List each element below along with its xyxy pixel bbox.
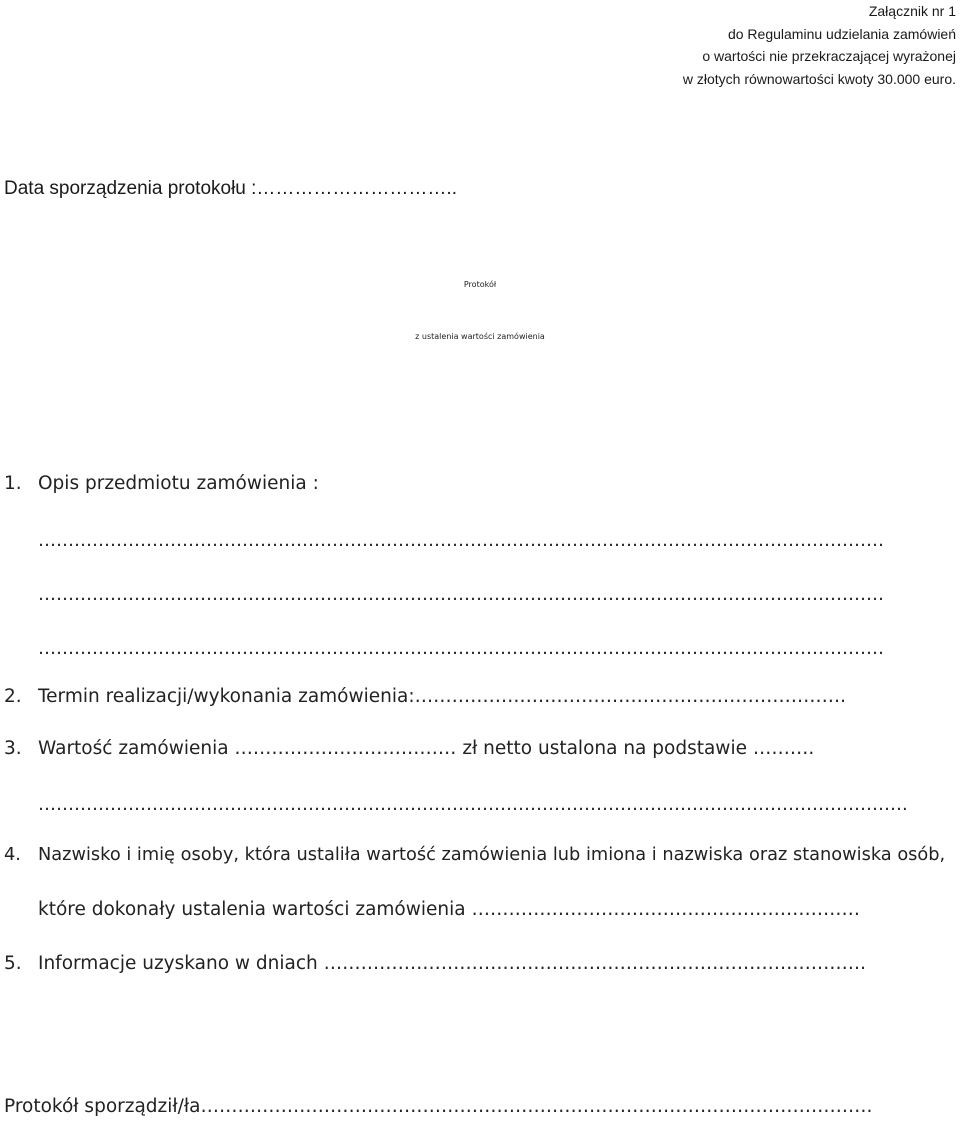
fill-line-1c: …………………………………………………………………………………………………………………………… <box>38 638 884 659</box>
item-label: Termin realizacji/wykonania zamówienia:……………………………………………………………. <box>38 686 846 707</box>
fill-line-1b: …………………………………………………………………………………………………………………………… <box>38 584 884 605</box>
item-number: 2. <box>4 686 22 707</box>
item-2-deadline <box>4 686 846 707</box>
regulation-ref: do Regulaminu udzielania zamówień <box>727 25 956 42</box>
attachment-label: Załącznik nr 1 <box>868 3 956 19</box>
currency-threshold-line: w złotych równowartości kwoty 30.000 euro. <box>682 70 956 87</box>
item-number: 5. <box>4 953 22 974</box>
item-number: 4. <box>4 845 21 865</box>
fill-line-3: ………………………………………………………………………………………………………………………………. <box>38 794 908 815</box>
signature-line: Protokół sporządził/ła………………………………………………………………………………………………. <box>4 1096 873 1117</box>
item-4-persons <box>4 845 945 865</box>
fill-line-1a: …………………………………………………………………………………………………………………………… <box>38 530 884 551</box>
item-4-persons-continued: które dokonały ustalenia wartości zamówienia ……………………………………………………… <box>38 899 860 920</box>
item-1-description <box>4 473 319 494</box>
item-3-value <box>4 738 814 759</box>
item-label: Informacje uzyskano w dniach ……………………………………………………………………………. <box>38 953 867 974</box>
item-5-dates <box>4 953 866 974</box>
item-number: 1. <box>4 473 22 494</box>
document-title: Protokół <box>463 280 497 289</box>
protocol-date-line: Data sporządzenia protokołu :………………………….. <box>4 178 457 199</box>
item-label: Wartość zamówienia ……………………………… zł netto ustalona na podstawie ………. <box>38 738 815 759</box>
item-label: Nazwisko i imię osoby, która ustaliła wartość zamówienia lub imiona i nazwiska oraz stanowiska osób, <box>38 845 946 865</box>
attachment-header <box>683 0 956 90</box>
document-subtitle: z ustalenia wartości zamówienia <box>415 332 545 341</box>
item-number: 3. <box>4 738 22 759</box>
value-threshold-line: o wartości nie przekraczającej wyrażonej <box>702 48 956 64</box>
item-label: Opis przedmiotu zamówienia : <box>38 473 319 494</box>
